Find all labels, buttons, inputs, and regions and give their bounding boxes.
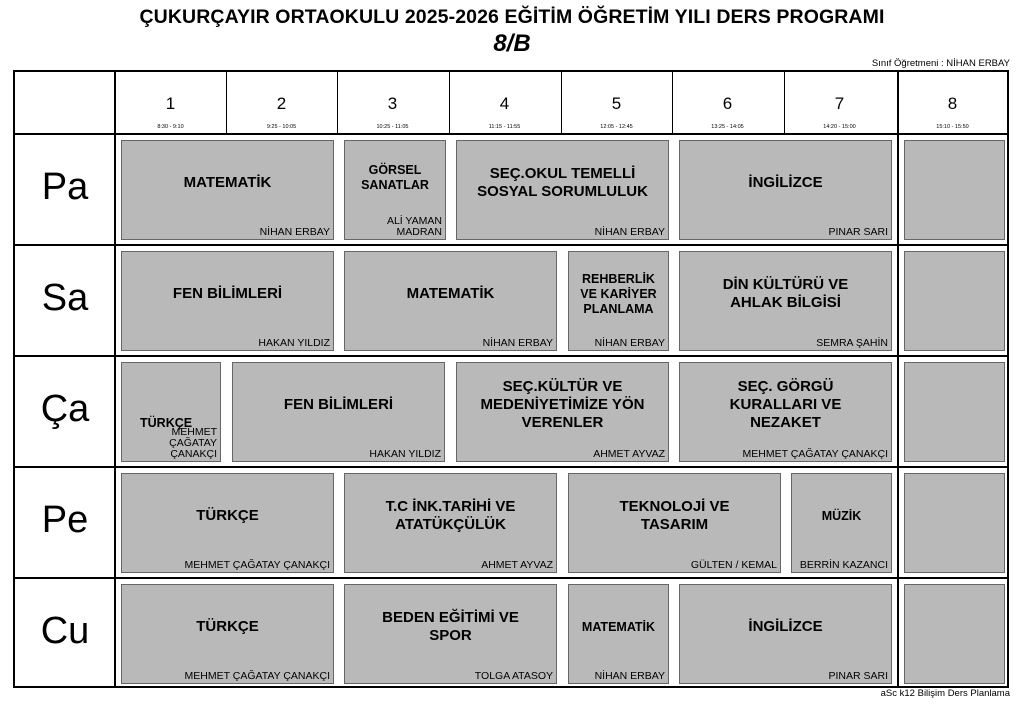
header-divider [337, 72, 338, 134]
lesson-teacher: AHMET AYVAZ [593, 448, 665, 460]
row-divider [15, 355, 1007, 357]
period-time: 12:05 - 12:45 [600, 124, 633, 130]
period-number: 3 [387, 94, 398, 113]
lesson-teacher: MEHMET ÇAĞATAY ÇANAKÇI [184, 559, 330, 571]
lesson-subject: MÜZİK [821, 508, 862, 523]
lesson-subject: T.C İNK.TARİHİ VE ATATÜKÇÜLÜK [385, 498, 516, 533]
period-number: 1 [165, 94, 176, 113]
lesson-cell[interactable] [344, 140, 446, 240]
header-divider [672, 72, 673, 134]
day-label-wednesday: Ça [40, 388, 90, 430]
lesson-teacher: MEHMET ÇAĞATAY ÇANAKÇI [184, 670, 330, 682]
lesson-subject: MATEMATİK [406, 285, 495, 302]
period-time: 8:30 - 9:10 [157, 124, 184, 130]
day-label-thursday: Pe [41, 499, 89, 541]
lesson-subject: DİN KÜLTÜRÜ VE AHLAK BİLGİSİ [722, 276, 849, 311]
lesson-cell[interactable] [121, 362, 221, 462]
lesson-cell[interactable] [121, 473, 334, 573]
lesson-cell[interactable] [121, 251, 334, 351]
header-divider [784, 72, 785, 134]
period-time: 10:25 - 11:05 [376, 124, 409, 130]
lesson-subject: TEKNOLOJİ VE TASARIM [619, 498, 730, 533]
lesson-subject: SEÇ.OKUL TEMELLİ SOSYAL SORUMLULUK [477, 165, 648, 200]
day-label-friday: Cu [40, 610, 90, 652]
lesson-teacher: NİHAN ERBAY [594, 670, 665, 682]
day-label-monday: Pa [41, 166, 89, 208]
period-number: 2 [276, 94, 287, 113]
lesson-teacher: PINAR SARI [828, 670, 888, 682]
period-number: 4 [499, 94, 510, 113]
lesson-subject: SEÇ. GÖRGÜ KURALLARI VE NEZAKET [729, 378, 842, 431]
lesson-cell[interactable] [121, 140, 334, 240]
lesson-cell[interactable] [344, 584, 557, 684]
lesson-subject: TÜRKÇE [196, 618, 259, 635]
lesson-subject: FEN BİLİMLERİ [172, 285, 283, 302]
header-divider [561, 72, 562, 134]
lesson-teacher: HAKAN YILDIZ [258, 337, 330, 349]
lesson-cell[interactable] [568, 473, 781, 573]
lesson-subject: İNGİLİZCE [748, 174, 823, 191]
timetable-grid [13, 70, 1009, 688]
lesson-cell[interactable] [679, 140, 892, 240]
period-number: 6 [722, 94, 733, 113]
lesson-cell[interactable] [121, 584, 334, 684]
page-title: ÇUKURÇAYIR ORTAOKULU 2025-2026 EĞİTİM ÖĞRETİM YILI DERS PROGRAMI [139, 6, 885, 28]
lesson-subject: FEN BİLİMLERİ [283, 396, 394, 413]
lesson-cell[interactable] [679, 584, 892, 684]
lesson-teacher: ALİ YAMAN MADRAN [386, 215, 442, 238]
footer-credit: aSc k12 Bilişim Ders Planlama [880, 688, 1010, 699]
lesson-cell[interactable] [679, 251, 892, 351]
lesson-teacher: NİHAN ERBAY [482, 337, 553, 349]
lesson-teacher: TOLGA ATASOY [474, 670, 553, 682]
period-time: 14:20 - 15:00 [823, 124, 856, 130]
empty-cell [904, 584, 1005, 684]
lesson-subject: TÜRKÇE [196, 507, 259, 524]
period-time: 13:25 - 14:05 [711, 124, 744, 130]
lesson-cell[interactable] [344, 473, 557, 573]
lesson-teacher: MEHMET ÇAĞATAY ÇANAKÇI [169, 426, 217, 460]
day-column-divider [114, 72, 116, 686]
lesson-subject: MATEMATİK [581, 619, 656, 634]
lesson-cell[interactable] [344, 251, 557, 351]
lesson-cell[interactable] [568, 251, 669, 351]
lesson-teacher: SEMRA ŞAHİN [816, 337, 888, 349]
lesson-cell[interactable] [232, 362, 445, 462]
lesson-subject: İNGİLİZCE [748, 618, 823, 635]
lesson-cell[interactable] [568, 584, 669, 684]
lesson-teacher: HAKAN YILDIZ [369, 448, 441, 460]
lesson-teacher: NİHAN ERBAY [259, 226, 330, 238]
class-teacher: Sınıf Öğretmeni : NİHAN ERBAY [871, 58, 1010, 69]
lesson-cell[interactable] [456, 140, 669, 240]
day-label-tuesday: Sa [41, 277, 89, 319]
empty-cell [904, 362, 1005, 462]
class-name: 8/B [493, 30, 531, 57]
lesson-teacher: PINAR SARI [828, 226, 888, 238]
empty-cell [904, 473, 1005, 573]
lesson-cell[interactable] [791, 473, 892, 573]
row-divider [15, 466, 1007, 468]
header-divider [226, 72, 227, 134]
lesson-subject: TÜRKÇE [140, 416, 193, 430]
empty-cell [904, 251, 1005, 351]
period-number: 7 [834, 94, 845, 113]
period8-divider [897, 72, 899, 686]
lesson-cell[interactable] [456, 362, 669, 462]
period-time: 15:10 - 15:50 [936, 124, 969, 130]
lesson-teacher: GÜLTEN / KEMAL [690, 559, 777, 571]
lesson-subject: BEDEN EĞİTİMİ VE SPOR [382, 609, 519, 644]
row-divider [15, 577, 1007, 579]
lesson-teacher: MEHMET ÇAĞATAY ÇANAKÇI [742, 448, 888, 460]
lesson-cell[interactable] [679, 362, 892, 462]
lesson-teacher: BERRİN KAZANCI [799, 559, 888, 571]
lesson-teacher: AHMET AYVAZ [481, 559, 553, 571]
row-divider [15, 244, 1007, 246]
lesson-teacher: NİHAN ERBAY [594, 226, 665, 238]
lesson-subject: REHBERLİK VE KARİYER PLANLAMA [580, 271, 657, 316]
period-time: 11:15 - 11:55 [488, 124, 521, 130]
row-divider [15, 133, 1007, 135]
lesson-teacher: NİHAN ERBAY [594, 337, 665, 349]
period-number: 5 [611, 94, 622, 113]
lesson-subject: SEÇ.KÜLTÜR VE MEDENİYETİMİZE YÖN VERENLER [480, 378, 645, 431]
lesson-subject: MATEMATİK [183, 174, 272, 191]
header-divider [449, 72, 450, 134]
period-time: 9:25 - 10:05 [266, 124, 297, 130]
empty-cell [904, 140, 1005, 240]
lesson-subject: GÖRSEL SANATLAR [361, 163, 429, 192]
period-number: 8 [947, 94, 958, 113]
